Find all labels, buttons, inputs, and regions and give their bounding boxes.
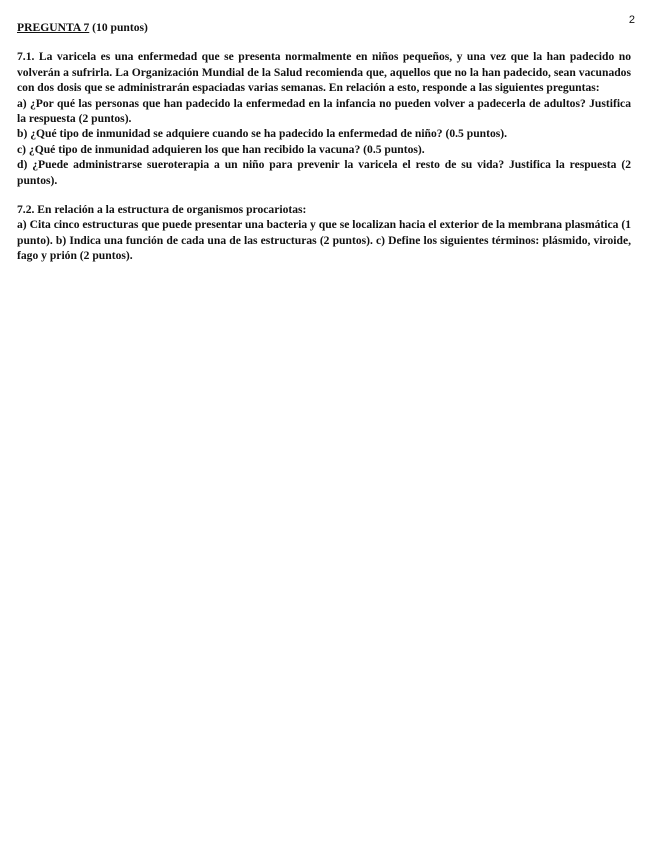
question-7-1-b: b) ¿Qué tipo de inmunidad se adquiere cuando se ha padecido la enfermedad de niño? (0.5 puntos). [17, 127, 508, 141]
question-7-1-c: c) ¿Qué tipo de inmunidad adquieren los que han recibido la vacuna? (0.5 puntos). [17, 142, 425, 156]
question-points: (10 puntos) [92, 21, 148, 34]
question-heading [17, 20, 631, 35]
section-7-2-intro: 7.2. En relación a la estructura de organismos procariotas: [17, 203, 307, 217]
section-7-1 [17, 49, 631, 188]
question-title: PREGUNTA 7 [17, 21, 90, 34]
document-body [17, 20, 631, 264]
question-7-1-d: d) ¿Puede administrarse sueroterapia a un niño para prevenir la varicela el resto de su vida? Justifica la respuesta (2 puntos). [17, 158, 631, 187]
page-number: 2 [628, 14, 635, 26]
section-7-2-questions: a) Cita cinco estructuras que puede presentar una bacteria y que se localizan hacia el exterior de la membrana plasmática (1 punto). b) Indica una función de cada una de las estructuras (2 puntos). c) Define los siguientes términos: plásmido, viroide, fago y prión (2 puntos). [17, 218, 631, 263]
section-spacer [17, 188, 631, 202]
section-7-1-intro: 7.1. La varicela es una enfermedad que se presenta normalmente en niños pequeños, y una vez que la han padecido no volverán a sufrirla. La Organización Mundial de la Salud recomienda que, aquellos que no la han padecido, sean vacunados con dos dosis que se administrarán espaciadas varias semanas. En relación a esto, responde a las siguientes preguntas: [17, 50, 631, 95]
question-7-1-a: a) ¿Por qué las personas que han padecido la enfermedad en la infancia no pueden volver a padecerla de adultos? Justifica la respuesta (2 puntos). [17, 96, 631, 126]
section-7-2 [17, 202, 631, 264]
